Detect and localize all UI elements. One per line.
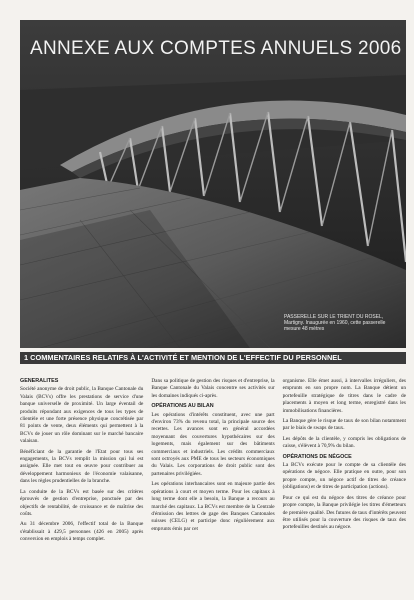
paragraph: Les dépôts de la clientèle, y compris les obligations de caisse, s'élèvent à 70,9% du bilan. — [282, 435, 406, 450]
paragraph: La conduite de la BCVs est basée sur des critères éprouvés de gestion d'entreprise, ponctuée par des objectifs de rentabilité, de croissance et de maîtrise des coûts. — [20, 488, 144, 517]
column-1 — [20, 378, 143, 594]
section-heading: 1 COMMENTAIRES RELATIFS À L'ACTIVITÉ ET MENTION DE L'EFFECTIF DU PERSONNEL — [20, 352, 406, 364]
heading-generalites: GÉNÉRALITÉS — [20, 378, 59, 384]
paragraph: Les opérations d'intérêts constituent, avec une part d'environ 73% du revenu total, la principale source des recettes. Les avances sont en général accordées moyennant des couvertures hypothécaires sur des logements, mais également sur des bâtiments commerciaux et industriels. Les crédits commerciaux sont octroyés aux PME de tous les secteurs économiques du Valais. Les corporations de droit public sont des partenaires privilégiées. — [151, 411, 275, 477]
paragraph: Pour ce qui est du négoce des titres de créance pour propre compte, la Banque privilégie les titres d'émetteurs de première qualité. Des futures de taux d'intérêts peuvent être utilisés pour la couverture des risques de taux des portefeuilles destinés au négoce. — [282, 494, 406, 531]
paragraph: Au 31 décembre 2006, l'effectif total de la Banque s'établissait à 429,5 personnes (426 en 2005) après conversion en emplois à temps complet. — [20, 521, 144, 543]
paragraph: Société anonyme de droit public, la Banque Cantonale du Valais (BCVs) offre les prestations de service d'une banque universelle de proximité. Un large éventail de produits répondant aux exigences de tous les types de clientèle et une forte présence physique concrétisée par 81 points de vente, deux éléments qui permettent à la BCVs de jouer un rôle dominant sur le marché bancaire valaisan. — [20, 386, 144, 445]
column-2 — [151, 378, 274, 594]
paragraph: organisme. Elle émet aussi, à intervalles irréguliers, des emprunts en son propre nom. La Banque détient un portefeuille stratégique de titres dans le cadre de placements à moyen et long terme, enregistré dans les immobilisations financières. — [282, 378, 406, 414]
heading-operations-negoce: OPÉRATIONS DE NÉGOCE — [282, 453, 352, 460]
page-title: ANNEXE AUX COMPTES ANNUELS 2006 — [30, 38, 402, 59]
bridge-photo — [20, 20, 406, 348]
text-columns — [20, 378, 406, 594]
paragraph: Dans sa politique de gestion des risques et d'entreprise, la Banque Cantonale du Valais concentre ses activités sur les domaines indiqués ci-après. — [151, 378, 275, 399]
paragraph: La Banque gère le risque de taux de son bilan notamment par le biais de swaps de taux. — [282, 418, 406, 432]
paragraph: Les opérations interbancaires sont en majeure partie des opérations à court et moyen terme. Pour les capitaux à long terme dont elle a besoin, la Banque a recours au marché des capitaux. La BCVs est membre de la Centrale d'émission des lettres de gage des Banques Cantonales suisses (CELG) et participe donc régulièrement aux emprunts émis par cet — [151, 481, 275, 532]
photo-caption: PASSERELLE SUR LE TRIENT DU ROSEL, Martigny. Inaugurée en 1960, cette passerelle mesure 48 mètres — [284, 314, 386, 332]
paragraph: Bénéficiant de la garantie de l'Etat pour tous ses engagements, la BCVs remplit la mission qui lui est assignée. Elle met tout en œuvre pour contribuer au développement harmonieux de l'économie valaisanne, dans les règles prudentielles de la branche. — [20, 448, 144, 485]
heading-operations-bilan: OPÉRATIONS AU BILAN — [151, 403, 214, 410]
column-3 — [283, 378, 406, 594]
paragraph: La BCVs exécute pour le compte de sa clientèle des opérations de négoce. Elle pratique en outre, pour son propre compte, un négoce actif de titres de créance (obligations) et de titres de participation (actions). — [282, 462, 406, 491]
bridge-illustration — [20, 20, 406, 348]
